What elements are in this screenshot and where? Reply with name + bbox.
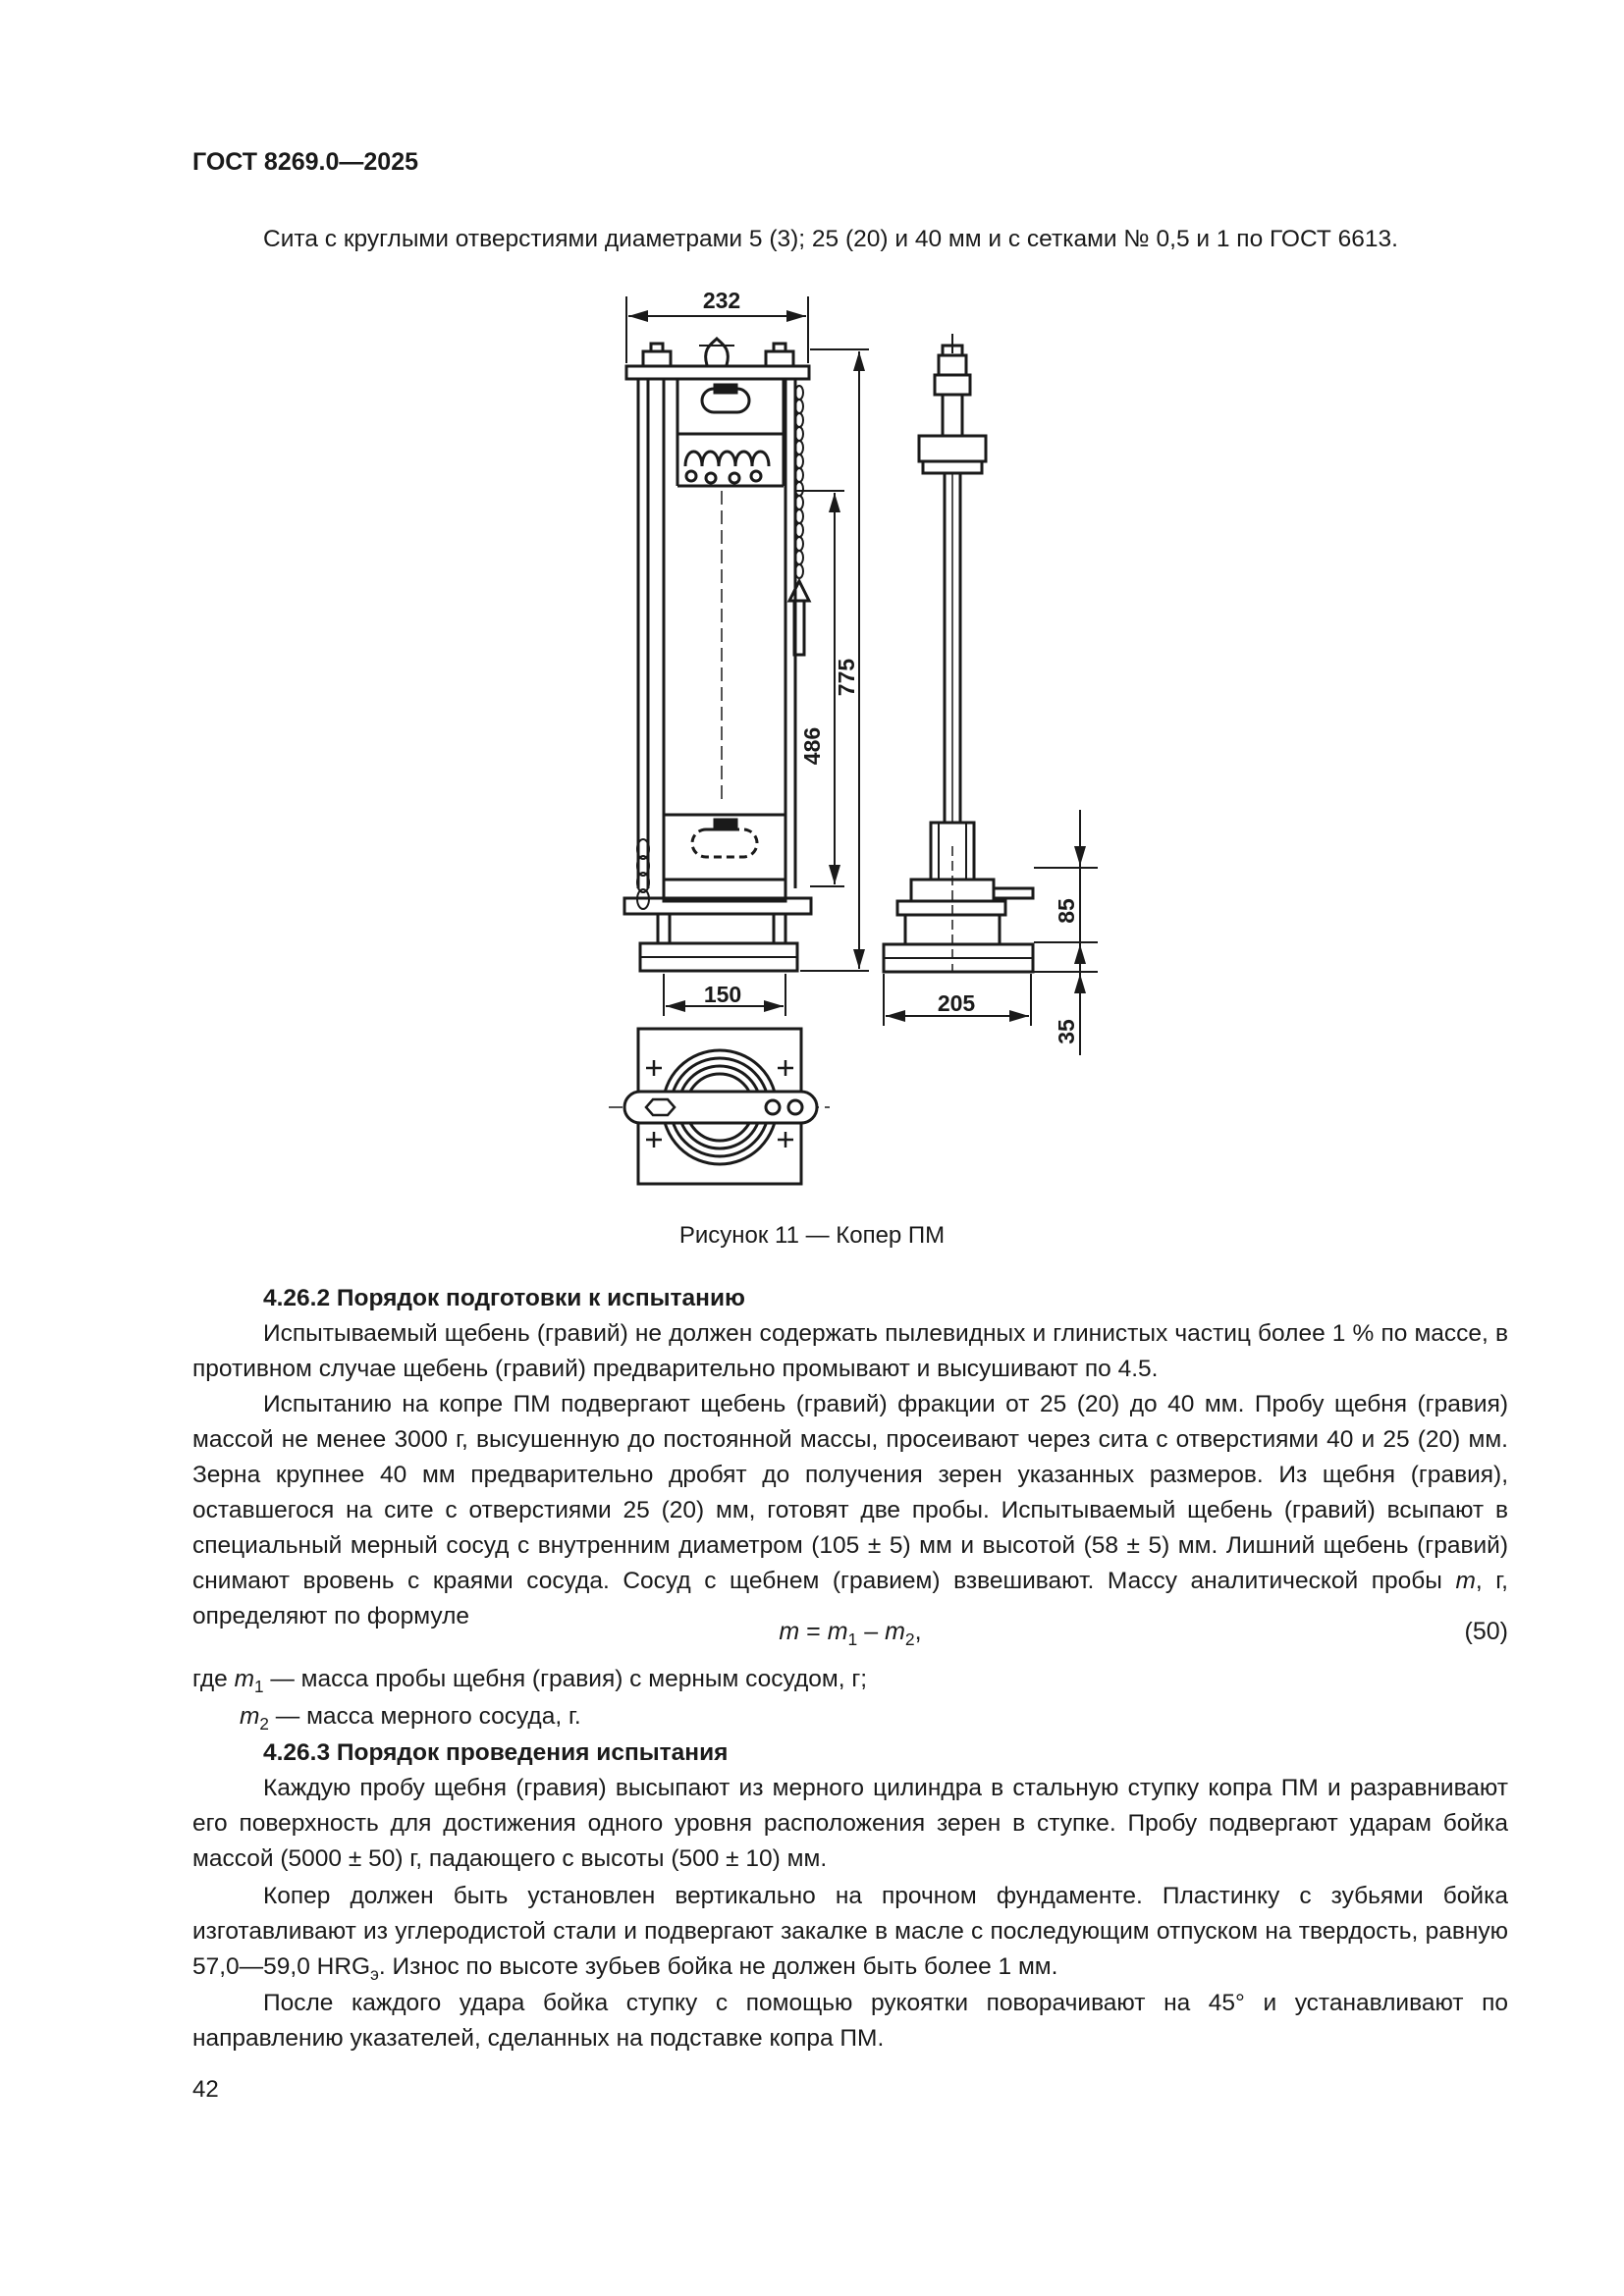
section-heading-4263: 4.26.3 Порядок проведения испытания: [263, 1739, 729, 1766]
dim-486: 486: [799, 726, 825, 766]
document-header: ГОСТ 8269.0—2025: [192, 148, 419, 176]
paragraph-4262-1: Испытываемый щебень (гравий) не должен содержать пылевидных и глинистых частиц более 1 % по массе, в противном случае щебень (гравий) предварительно промывают и высушивают по 4.5.: [192, 1320, 1508, 1382]
dim-85: 85: [1054, 898, 1079, 924]
figure-dimension-labels: [550, 285, 1139, 1212]
section-heading-4262: 4.26.2 Порядок подготовки к испытанию: [263, 1285, 745, 1311]
where-m1: где $m_1$ — масса пробы щебня (гравия) с мерным сосудом, г;: [192, 1666, 868, 1696]
dim-232: 232: [702, 288, 741, 313]
page-number: 42: [192, 2076, 219, 2103]
paragraph-4262-2: Испытанию на копре ПМ подвергают щебень (гравий) фракции от 25 (20) до 40 мм. Пробу щебня (гравия) массой не менее 3000 г, высушенную до постоянной массы, просеивают через сита с отверстиями 40 и 25 (20) мм. Зерна крупнее 40 мм предварительно дробят до получения зерен указанных размеров. Из щебня (гравия), оставшегося на сите с отверстиями 25 (20) мм, готовят две пробы. Испытываемый щебень (гравий) всыпают в специальный мерный сосуд с внутренним диаметром (105 ± 5) мм и высотой (58 ± 5) мм. Лишний щебень (гравий) снимают вровень с краями сосуда. Сосуд с щебнем (гравием) взвешивают. Массу аналитической пробы m, г, определяют по формуле: [192, 1391, 1508, 1629]
dim-775: 775: [834, 658, 859, 697]
paragraph-4263-3: После каждого удара бойка ступку с помощью рукоятки поворачивают на 45° и устанавливают по направлению указателей, сделанных на подставке копра ПМ.: [192, 1990, 1508, 2052]
paragraph-4263-2: Копер должен быть установлен вертикально на прочном фундаменте. Пластинку с зубьями бойка изготавливают из углеродистой стали и подвергают закалке в масле с последующим отпуском на твердость, равную 57,0—59,0 $HRG_э$. Износ по высоте зубьев бойка не должен быть более 1 мм.: [192, 1883, 1508, 1984]
dim-150: 150: [703, 982, 742, 1007]
formula-50: [192, 1618, 1508, 1653]
formula-number: (50): [1464, 1618, 1508, 1645]
paragraph-4263-1: Каждую пробу щебня (гравия) высыпают из мерного цилиндра в стальную ступку копра ПМ и разравнивают его поверхность для достижения одного уровня расположения зерен в ступке. Пробу подвергают ударам бойка массой (5000 ± 50) г, падающего с высоты (500 ± 10) мм.: [192, 1775, 1508, 1872]
dim-35: 35: [1054, 1019, 1079, 1044]
where-m2: $m_2$ — масса мерного сосуда, г.: [240, 1703, 581, 1734]
dim-205: 205: [937, 990, 976, 1016]
figure-caption: Рисунок 11 — Копер ПМ: [678, 1222, 946, 1249]
sieves-paragraph: Сита с круглыми отверстиями диаметрами 5 (3); 25 (20) и 40 мм и с сетками № 0,5 и 1 по ГОСТ 6613.: [263, 226, 1398, 252]
formula-expression: $m = m_1 - m_2$,: [779, 1618, 922, 1650]
